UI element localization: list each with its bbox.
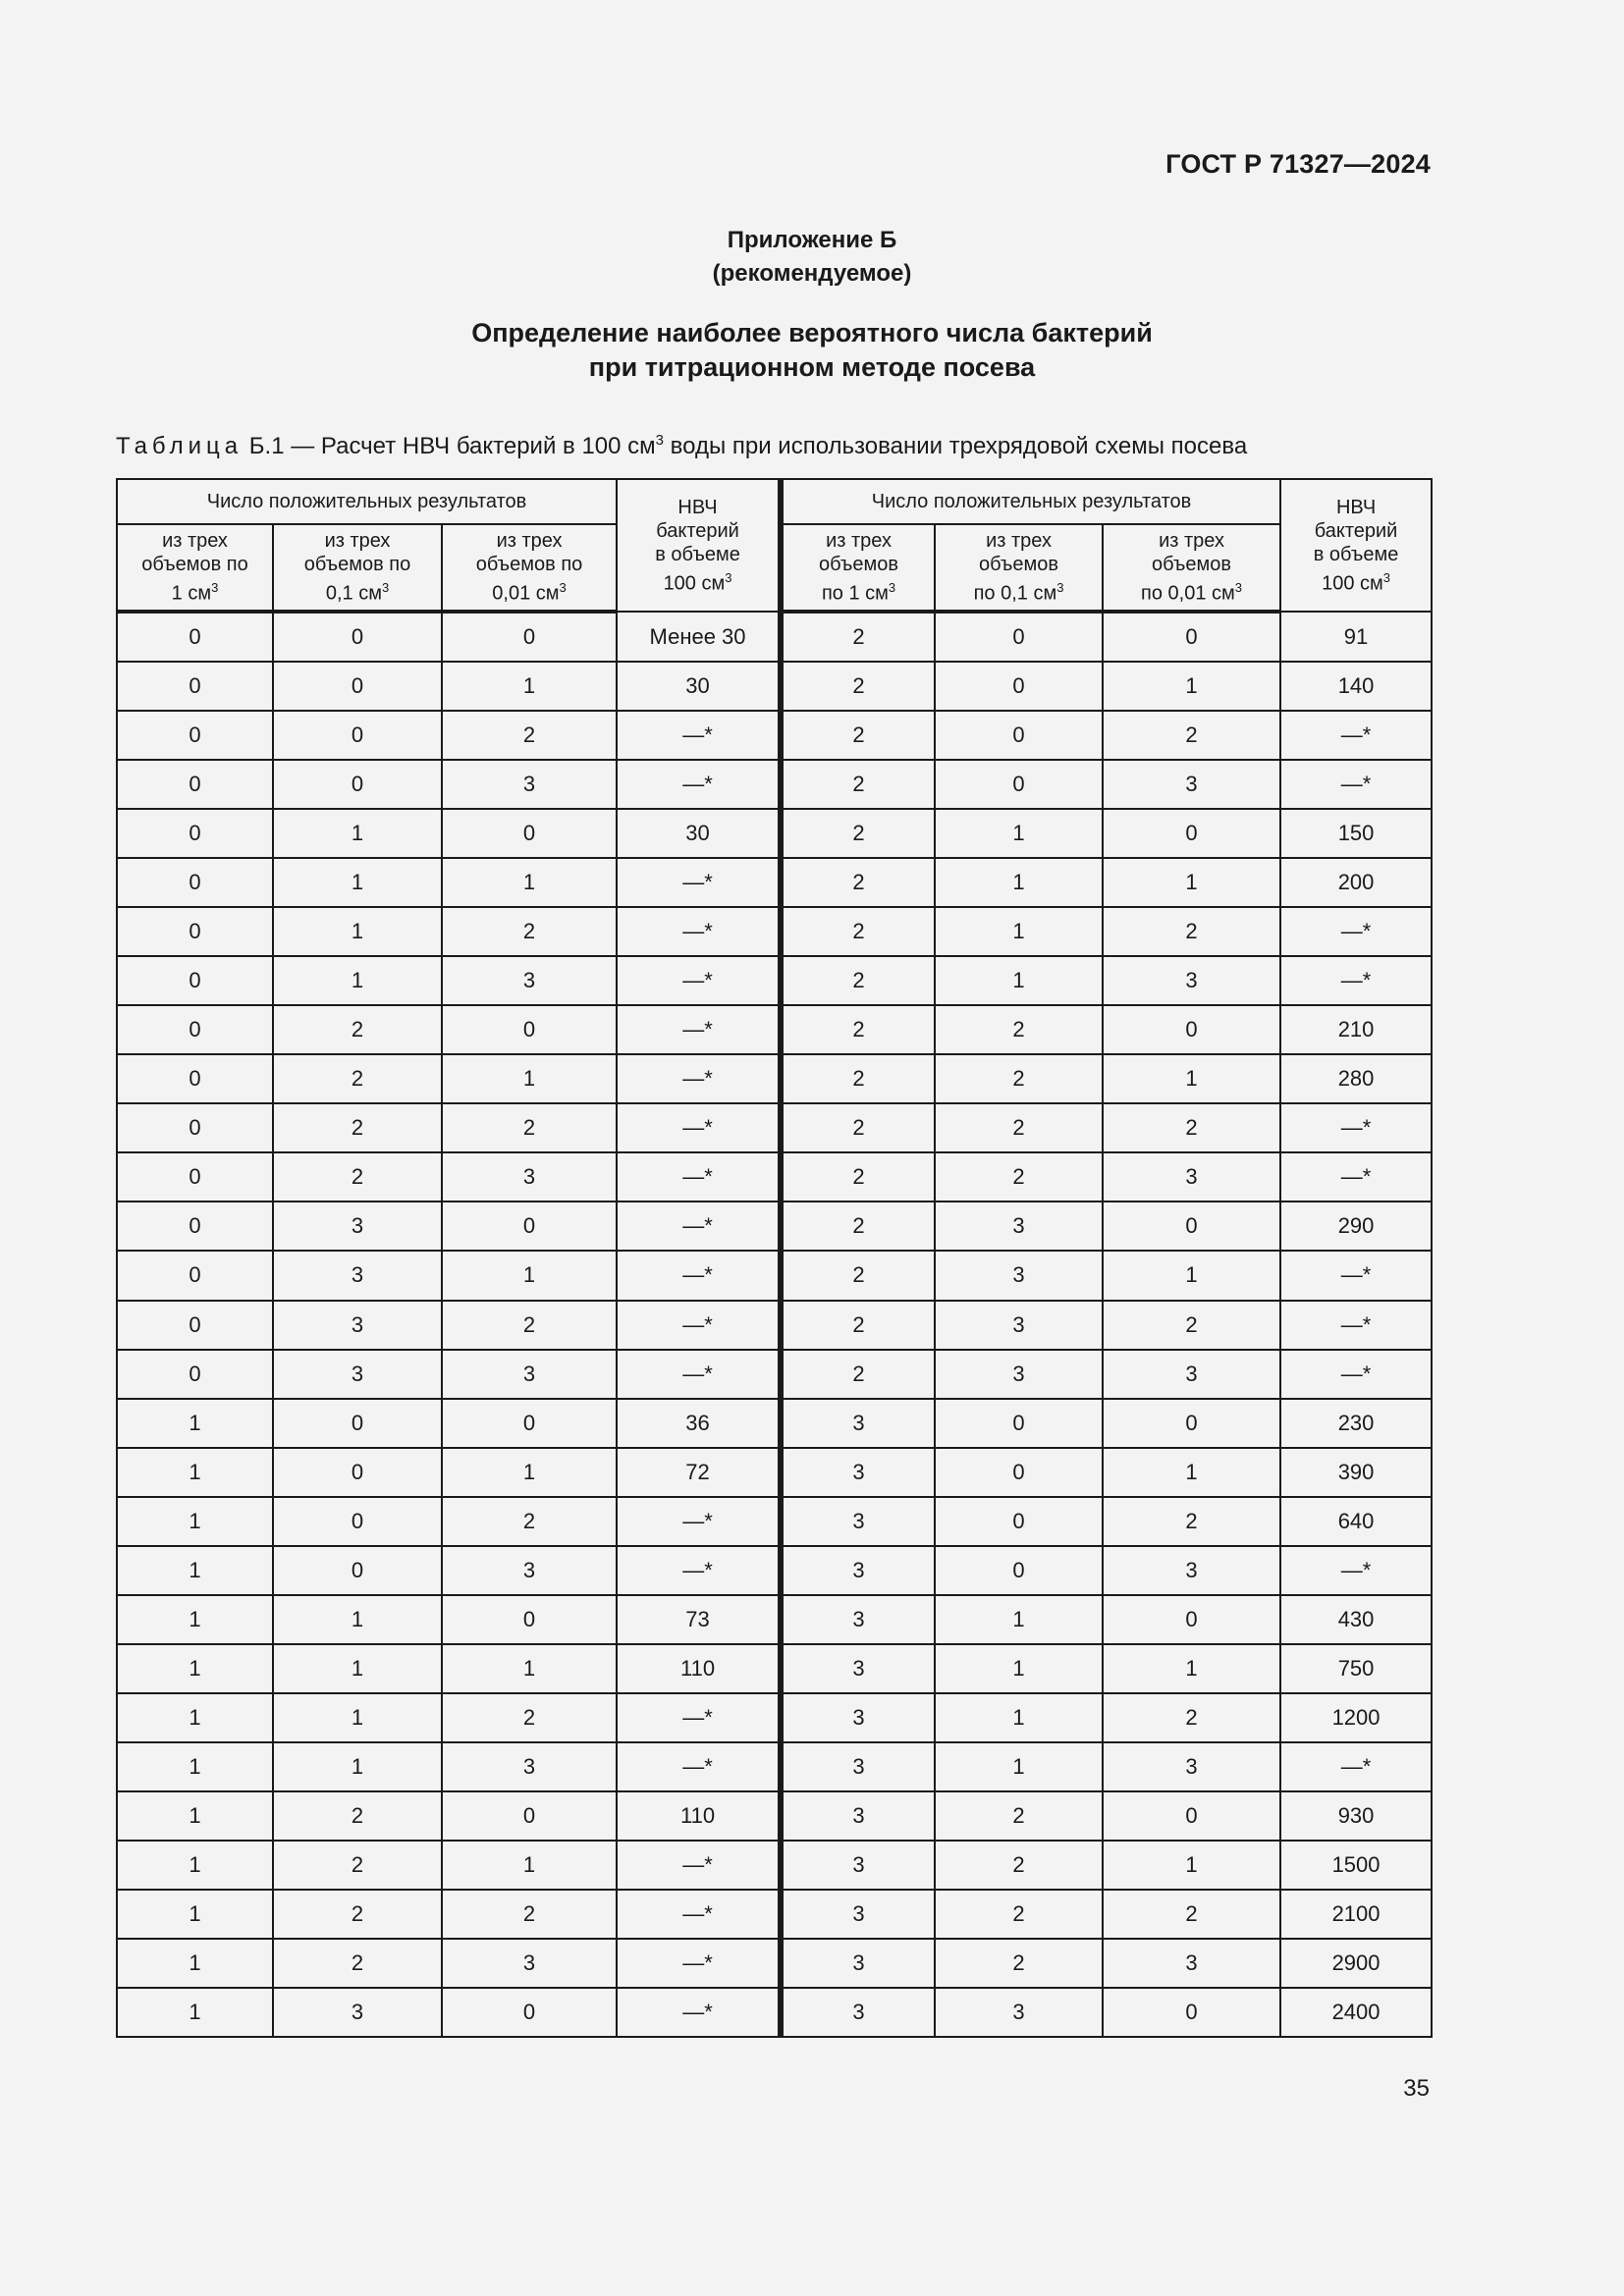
table-row	[117, 1841, 1432, 1890]
table-cell: 2	[781, 662, 935, 711]
table-cell: 1	[273, 956, 442, 1005]
table-cell: —*	[617, 1939, 781, 1988]
table-cell: 1	[117, 1448, 273, 1497]
table-cell: —*	[617, 1251, 781, 1300]
table-cell: 0	[1103, 1791, 1280, 1841]
table-cell: 0	[273, 1448, 442, 1497]
table-cell: 1	[1103, 858, 1280, 907]
table-cell: 1	[935, 956, 1103, 1005]
table-cell: 1	[1103, 1644, 1280, 1693]
table-cell: 0	[117, 1251, 273, 1300]
table-cell: 1	[117, 1988, 273, 2037]
appendix-title: Приложение Б	[727, 227, 897, 253]
table-cell: —*	[617, 1890, 781, 1939]
table-row	[117, 760, 1432, 809]
table-cell: 0	[273, 1497, 442, 1546]
table-cell: 30	[617, 662, 781, 711]
table-row	[117, 858, 1432, 907]
table-cell: 290	[1280, 1201, 1432, 1251]
table-cell: —*	[617, 956, 781, 1005]
table-cell: 2	[273, 1054, 442, 1103]
table-cell: —*	[617, 760, 781, 809]
table-cell: 0	[442, 1988, 617, 2037]
table-cell: 1	[273, 907, 442, 956]
table-cell: 3	[273, 1201, 442, 1251]
subheader-0-01cm3-right: из трех объемов по 0,01 $см^3$	[1103, 524, 1280, 612]
table-cell: 0	[117, 760, 273, 809]
table-cell: 1	[117, 1939, 273, 1988]
table-cell: 2	[781, 809, 935, 858]
caption-text: Б.1 — Расчет НВЧ бактерий в 100 см	[248, 433, 656, 459]
table-cell: 2900	[1280, 1939, 1432, 1988]
table-cell: 2	[935, 1939, 1103, 1988]
table-cell: 2	[1103, 711, 1280, 760]
table-cell: —*	[617, 1152, 781, 1201]
table-cell: 0	[117, 1201, 273, 1251]
subheader-1cm3-right: из трех объемов по 1 $см^3$	[781, 524, 935, 612]
table-cell: 0	[1103, 1399, 1280, 1448]
table-cell: 1	[117, 1791, 273, 1841]
table-row	[117, 711, 1432, 760]
table-cell: 0	[935, 662, 1103, 711]
table-cell: 2	[781, 1152, 935, 1201]
table-cell: 3	[781, 1841, 935, 1890]
table-cell: 150	[1280, 809, 1432, 858]
table-cell: —*	[1280, 1742, 1432, 1791]
table-row	[117, 1988, 1432, 2037]
table-cell: 2	[1103, 1693, 1280, 1742]
table-cell: Менее 30	[617, 612, 781, 662]
table-cell: 2	[442, 711, 617, 760]
table-cell: 0	[117, 1350, 273, 1399]
table-cell: 2	[935, 1841, 1103, 1890]
table-cell: 0	[273, 711, 442, 760]
table-cell: 2	[442, 907, 617, 956]
table-cell: 1	[273, 1742, 442, 1791]
table-cell: 0	[442, 809, 617, 858]
table-cell: —*	[617, 1988, 781, 2037]
table-cell: 1	[273, 1693, 442, 1742]
table-cell: 3	[273, 1988, 442, 2037]
table-cell: 1	[442, 1841, 617, 1890]
table-cell: 0	[1103, 612, 1280, 662]
table-cell: 230	[1280, 1399, 1432, 1448]
table-row	[117, 956, 1432, 1005]
table-cell: 930	[1280, 1791, 1432, 1841]
table-cell: —*	[617, 1497, 781, 1546]
table-row	[117, 1251, 1432, 1300]
table-cell: —*	[617, 858, 781, 907]
table-cell: 2	[273, 1791, 442, 1841]
table-cell: 2	[935, 1791, 1103, 1841]
table-cell: 2	[442, 1301, 617, 1350]
heading-line-2: при титрационном методе посева	[588, 352, 1036, 382]
table-cell: 2	[1103, 1890, 1280, 1939]
table-cell: 3	[781, 1791, 935, 1841]
table-cell: 1	[1103, 1251, 1280, 1300]
table-row	[117, 1201, 1432, 1251]
mpn-header-right: НВЧ бактерий в объеме 100 $см^3$	[1280, 479, 1432, 612]
mpn-table	[116, 478, 1433, 2038]
table-cell: 0	[1103, 1988, 1280, 2037]
table-cell: 200	[1280, 858, 1432, 907]
table-row	[117, 662, 1432, 711]
table-cell: 2	[781, 760, 935, 809]
table-cell: 3	[442, 1152, 617, 1201]
table-cell: 1	[1103, 1054, 1280, 1103]
table-row	[117, 907, 1432, 956]
table-cell: 0	[117, 662, 273, 711]
table-cell: 3	[781, 1693, 935, 1742]
table-cell: 2	[781, 858, 935, 907]
table-cell: —*	[1280, 907, 1432, 956]
table-cell: 0	[117, 1152, 273, 1201]
table-cell: 0	[442, 1399, 617, 1448]
table-cell: 3	[781, 1546, 935, 1595]
table-row	[117, 1890, 1432, 1939]
caption-sup: 3	[655, 432, 664, 449]
appendix-block	[0, 224, 1624, 291]
table-cell: 2	[781, 1005, 935, 1054]
table-cell: 0	[442, 1201, 617, 1251]
table-cell: —*	[617, 1201, 781, 1251]
table-cell: 0	[117, 1301, 273, 1350]
table-cell: 2	[935, 1152, 1103, 1201]
table-cell: —*	[1280, 711, 1432, 760]
table-cell: 1	[442, 1251, 617, 1300]
table-cell: 3	[273, 1301, 442, 1350]
mpn-header-left: НВЧ бактерий в объеме 100 $см^3$	[617, 479, 781, 612]
table-cell: 0	[117, 711, 273, 760]
table-cell: 140	[1280, 662, 1432, 711]
table-cell: 2	[935, 1103, 1103, 1152]
table-cell: 1	[273, 1595, 442, 1644]
table-cell: —*	[617, 711, 781, 760]
table-cell: 0	[117, 907, 273, 956]
table-cell: 3	[273, 1350, 442, 1399]
table-cell: 110	[617, 1644, 781, 1693]
table-cell: 0	[442, 612, 617, 662]
table-cell: 1	[117, 1399, 273, 1448]
table-cell: 3	[935, 1301, 1103, 1350]
table-cell: 0	[1103, 1595, 1280, 1644]
table-cell: 2	[935, 1005, 1103, 1054]
table-cell: 0	[935, 760, 1103, 809]
table-cell: 3	[935, 1988, 1103, 2037]
table-cell: 1	[442, 1644, 617, 1693]
table-cell: 3	[442, 1939, 617, 1988]
table-cell: 1	[117, 1841, 273, 1890]
table-row	[117, 809, 1432, 858]
table-cell: —*	[1280, 1350, 1432, 1399]
table-cell: 1	[273, 809, 442, 858]
table-cell: 3	[1103, 1546, 1280, 1595]
table-cell: —*	[617, 1005, 781, 1054]
table-cell: 430	[1280, 1595, 1432, 1644]
table-cell: 2	[442, 1103, 617, 1152]
table-row	[117, 1448, 1432, 1497]
group-header-right: Число положительных результатов	[781, 479, 1280, 524]
table-cell: 1	[117, 1742, 273, 1791]
table-cell: 3	[781, 1399, 935, 1448]
table-row	[117, 1595, 1432, 1644]
table-cell: 0	[935, 711, 1103, 760]
table-body	[117, 612, 1432, 2037]
subheader-0-1cm3-right: из трех объемов по 0,1 $см^3$	[935, 524, 1103, 612]
table-cell: 3	[935, 1251, 1103, 1300]
table-row	[117, 1742, 1432, 1791]
table-cell: 750	[1280, 1644, 1432, 1693]
table-cell: 1	[117, 1693, 273, 1742]
table-cell: 1	[935, 858, 1103, 907]
table-cell: 3	[1103, 956, 1280, 1005]
table-cell: —*	[1280, 956, 1432, 1005]
table-cell: 0	[935, 612, 1103, 662]
table-cell: —*	[617, 1054, 781, 1103]
table-cell: 0	[273, 612, 442, 662]
table-cell: 3	[935, 1201, 1103, 1251]
table-cell: 210	[1280, 1005, 1432, 1054]
table-cell: 3	[781, 1644, 935, 1693]
table-cell: —*	[1280, 1301, 1432, 1350]
table-cell: 1500	[1280, 1841, 1432, 1890]
table-cell: —*	[1280, 1546, 1432, 1595]
table-cell: —*	[1280, 760, 1432, 809]
subheader-0-1cm3-left: из трех объемов по 0,1 $см^3$	[273, 524, 442, 612]
table-cell: 3	[442, 1742, 617, 1791]
table-row	[117, 1939, 1432, 1988]
table-cell: 2	[781, 907, 935, 956]
table-cell: 0	[117, 858, 273, 907]
table-cell: 2	[781, 711, 935, 760]
table-cell: 2	[442, 1497, 617, 1546]
table-cell: 3	[781, 1939, 935, 1988]
page-number: 35	[1403, 2075, 1430, 2102]
table-cell: 0	[1103, 1201, 1280, 1251]
table-cell: 2	[781, 612, 935, 662]
table-cell: 2	[1103, 907, 1280, 956]
table-cell: 1200	[1280, 1693, 1432, 1742]
table-cell: 1	[1103, 1448, 1280, 1497]
table-row	[117, 1644, 1432, 1693]
table-cell: 1	[935, 1693, 1103, 1742]
table-cell: 2400	[1280, 1988, 1432, 2037]
table-cell: 2	[1103, 1497, 1280, 1546]
table-row	[117, 1301, 1432, 1350]
table-cell: 3	[781, 1497, 935, 1546]
document-code: ГОСТ Р 71327—2024	[1165, 149, 1431, 179]
subheader-0-01cm3-left: из трех объемов по 0,01 $см^3$	[442, 524, 617, 612]
table-cell: —*	[617, 1350, 781, 1399]
table-cell: 2	[273, 1890, 442, 1939]
table-cell: 3	[273, 1251, 442, 1300]
table-row	[117, 1791, 1432, 1841]
table-cell: 1	[935, 1595, 1103, 1644]
table-cell: 1	[117, 1644, 273, 1693]
table-cell: 1	[442, 1448, 617, 1497]
table-cell: —*	[1280, 1251, 1432, 1300]
table-cell: 2	[1103, 1103, 1280, 1152]
table-cell: 1	[117, 1890, 273, 1939]
table-cell: 1	[1103, 1841, 1280, 1890]
table-row	[117, 1103, 1432, 1152]
table-cell: 2	[781, 1103, 935, 1152]
table-cell: 72	[617, 1448, 781, 1497]
table-cell: 2	[273, 1939, 442, 1988]
table-cell: 0	[442, 1595, 617, 1644]
table-cell: 3	[442, 956, 617, 1005]
table-cell: 1	[273, 858, 442, 907]
table-cell: 91	[1280, 612, 1432, 662]
table-cell: 0	[1103, 809, 1280, 858]
table-cell: —*	[617, 1841, 781, 1890]
table-cell: 2	[273, 1841, 442, 1890]
table-cell: 3	[781, 1742, 935, 1791]
table-cell: 3	[1103, 1939, 1280, 1988]
table-cell: 1	[935, 1742, 1103, 1791]
table-cell: 640	[1280, 1497, 1432, 1546]
table-cell: —*	[617, 1693, 781, 1742]
table-cell: 3	[1103, 1152, 1280, 1201]
table-cell: 0	[117, 612, 273, 662]
table-cell: 3	[1103, 1350, 1280, 1399]
table-cell: 0	[117, 1005, 273, 1054]
table-cell: 0	[273, 760, 442, 809]
table-cell: 110	[617, 1791, 781, 1841]
table-row	[117, 1005, 1432, 1054]
table-cell: 1	[117, 1546, 273, 1595]
table-cell: 0	[273, 662, 442, 711]
table-cell: 1	[117, 1595, 273, 1644]
table-row	[117, 1693, 1432, 1742]
table-cell: 0	[273, 1546, 442, 1595]
table-cell: 2	[781, 1301, 935, 1350]
table-cell: 1	[273, 1644, 442, 1693]
table-cell: 3	[781, 1988, 935, 2037]
table-cell: 2	[781, 1251, 935, 1300]
table-cell: 0	[442, 1791, 617, 1841]
table-cell: 0	[935, 1546, 1103, 1595]
table-row	[117, 612, 1432, 662]
table-cell: 2	[273, 1152, 442, 1201]
table-cell: 3	[781, 1890, 935, 1939]
table-cell: 73	[617, 1595, 781, 1644]
table-cell: 1	[935, 907, 1103, 956]
table-cell: 3	[442, 1546, 617, 1595]
table-cell: 1	[1103, 662, 1280, 711]
table-cell: —*	[617, 1546, 781, 1595]
table-row	[117, 1350, 1432, 1399]
table-cell: 30	[617, 809, 781, 858]
table-cell: 1	[442, 858, 617, 907]
table-cell: —*	[617, 907, 781, 956]
table-cell: 3	[781, 1448, 935, 1497]
table-cell: 0	[117, 956, 273, 1005]
table-cell: 1	[442, 1054, 617, 1103]
table-cell: —*	[1280, 1152, 1432, 1201]
table-cell: 3	[781, 1595, 935, 1644]
table-cell: 2	[273, 1005, 442, 1054]
table-cell: 1	[442, 662, 617, 711]
table-cell: —*	[1280, 1103, 1432, 1152]
table-cell: 3	[442, 760, 617, 809]
table-cell: —*	[617, 1742, 781, 1791]
table-cell: 2	[781, 956, 935, 1005]
table-cell: 2	[442, 1693, 617, 1742]
table-cell: 0	[1103, 1005, 1280, 1054]
table-cell: 2	[273, 1103, 442, 1152]
table-cell: 0	[442, 1005, 617, 1054]
table-caption	[116, 432, 1247, 460]
table-cell: 2100	[1280, 1890, 1432, 1939]
table-cell: 2	[781, 1054, 935, 1103]
table-cell: 2	[935, 1054, 1103, 1103]
table-cell: 2	[781, 1350, 935, 1399]
table-cell: 0	[935, 1448, 1103, 1497]
caption-prefix: Таблица	[116, 433, 244, 459]
table-cell: 1	[935, 1644, 1103, 1693]
appendix-heading	[0, 316, 1624, 385]
table-cell: 3	[442, 1350, 617, 1399]
group-header-left: Число положительных результатов	[117, 479, 617, 524]
table-cell: 36	[617, 1399, 781, 1448]
table-cell: —*	[617, 1301, 781, 1350]
caption-text-end: воды при использовании трехрядовой схемы посева	[664, 433, 1248, 459]
table-cell: 0	[935, 1399, 1103, 1448]
table-cell: 2	[781, 1201, 935, 1251]
heading-line-1: Определение наиболее вероятного числа бактерий	[471, 318, 1153, 347]
table-row	[117, 1054, 1432, 1103]
table-cell: 1	[117, 1497, 273, 1546]
table-cell: 3	[1103, 760, 1280, 809]
subheader-1cm3-left: из трех объемов по 1 $см^3$	[117, 524, 273, 612]
table-row	[117, 1399, 1432, 1448]
table-cell: 0	[117, 1103, 273, 1152]
table-cell: 0	[935, 1497, 1103, 1546]
table-cell: 390	[1280, 1448, 1432, 1497]
table-cell: 2	[1103, 1301, 1280, 1350]
table-row	[117, 1152, 1432, 1201]
table-cell: 0	[273, 1399, 442, 1448]
appendix-status: (рекомендуемое)	[712, 260, 912, 287]
table-cell: 3	[935, 1350, 1103, 1399]
table-cell: 2	[442, 1890, 617, 1939]
table-cell: 3	[1103, 1742, 1280, 1791]
table-cell: 0	[117, 1054, 273, 1103]
table-cell: 0	[117, 809, 273, 858]
table-row	[117, 1546, 1432, 1595]
table-cell: 1	[935, 809, 1103, 858]
table-row	[117, 1497, 1432, 1546]
table-cell: 280	[1280, 1054, 1432, 1103]
table-cell: 2	[935, 1890, 1103, 1939]
table-cell: —*	[617, 1103, 781, 1152]
